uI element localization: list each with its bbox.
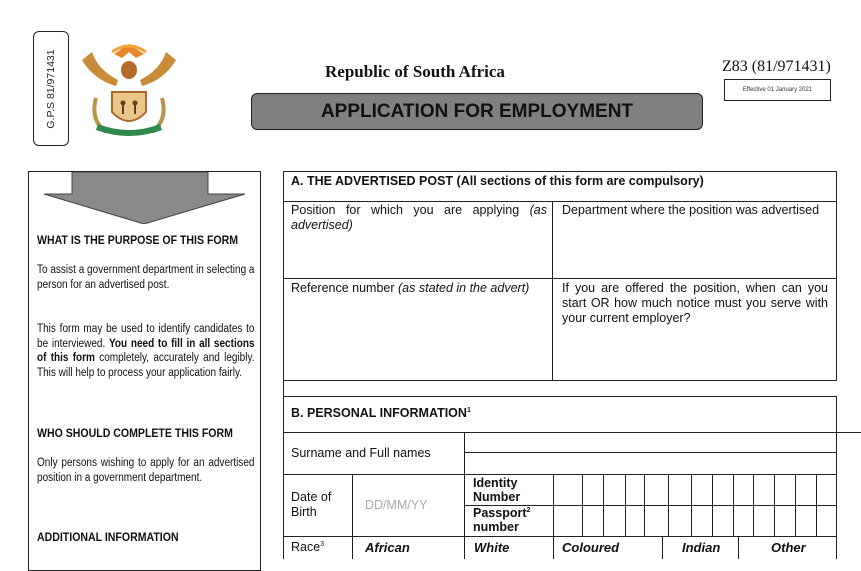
purpose-text: To assist a government department in selecting a person for an advertised post. bbox=[37, 264, 255, 291]
dob-label: Date of Birth bbox=[291, 490, 332, 519]
usage-text-c: completely, accurately and legibly. This will help to process your application fairly. bbox=[37, 352, 255, 379]
race-option-other[interactable]: Other bbox=[771, 540, 806, 555]
section-b-title-text: B. PERSONAL INFORMATION bbox=[291, 406, 467, 420]
race-label-text: Race bbox=[291, 540, 321, 554]
form-code: Z83 (81/971431) bbox=[722, 58, 831, 75]
who-heading: WHO SHOULD COMPLETE THIS FORM bbox=[37, 426, 233, 440]
passport-number-grid[interactable] bbox=[554, 506, 836, 536]
id-label: Identity Number bbox=[473, 476, 521, 504]
reference-hint: (as stated in the advert) bbox=[398, 281, 530, 295]
usage-text-bold: You need to fill in all sections of this form bbox=[37, 337, 255, 364]
down-arrow-icon bbox=[40, 172, 250, 224]
who-text: Only persons wishing to apply for an advertised position in a government department. bbox=[37, 457, 255, 484]
dob-input[interactable]: DD/MM/YY bbox=[365, 498, 428, 512]
department-field[interactable] bbox=[562, 203, 819, 218]
gps-code: G.P.S 81/971431 bbox=[45, 48, 57, 129]
race-option-white[interactable]: White bbox=[474, 540, 510, 555]
usage-text-a: This form may be used to identify candidates to be interviewed. bbox=[37, 323, 255, 350]
footnote-1: 1 bbox=[466, 406, 471, 414]
coat-of-arms-icon bbox=[74, 40, 184, 140]
race-label bbox=[291, 540, 324, 555]
passport-label-text2: number bbox=[473, 520, 519, 534]
form-title-banner: APPLICATION FOR EMPLOYMENT bbox=[251, 93, 703, 130]
start-date-field[interactable] bbox=[562, 281, 828, 326]
position-field[interactable] bbox=[291, 203, 547, 233]
id-number-grid[interactable] bbox=[554, 475, 836, 505]
reference-field[interactable] bbox=[291, 281, 529, 296]
start-label: If you are offered the position, when can you start OR how much notice must you serve with your current employer? bbox=[562, 281, 828, 325]
footnote-3: 3 bbox=[320, 540, 325, 548]
country-title: Republic of South Africa bbox=[325, 62, 505, 81]
passport-label-text: Passport bbox=[473, 506, 527, 520]
passport-label bbox=[473, 506, 543, 534]
reference-label: Reference number bbox=[291, 281, 399, 295]
surname-input-line-1[interactable] bbox=[466, 434, 835, 451]
additional-heading: ADDITIONAL INFORMATION bbox=[37, 530, 179, 544]
usage-text bbox=[37, 322, 255, 380]
position-hint: (as advertised) bbox=[291, 203, 547, 232]
section-b-title bbox=[291, 406, 471, 421]
race-option-coloured[interactable]: Coloured bbox=[562, 540, 620, 555]
surname-label: Surname and Full names bbox=[291, 446, 431, 460]
race-option-indian[interactable]: Indian bbox=[682, 540, 721, 555]
section-a-title: A. THE ADVERTISED POST (All sections of this form are compulsory) bbox=[291, 174, 704, 188]
race-option-african[interactable]: African bbox=[365, 540, 410, 555]
department-label: Department where the position was advertised bbox=[562, 203, 820, 217]
gps-code-box bbox=[33, 31, 69, 146]
position-label: Position for which you are applying bbox=[291, 203, 530, 217]
effective-date: Effective 01 January 2021 bbox=[724, 79, 831, 101]
purpose-heading: WHAT IS THE PURPOSE OF THIS FORM bbox=[37, 233, 239, 247]
footnote-2: 2 bbox=[526, 506, 531, 514]
surname-input-line-2[interactable] bbox=[466, 454, 835, 473]
